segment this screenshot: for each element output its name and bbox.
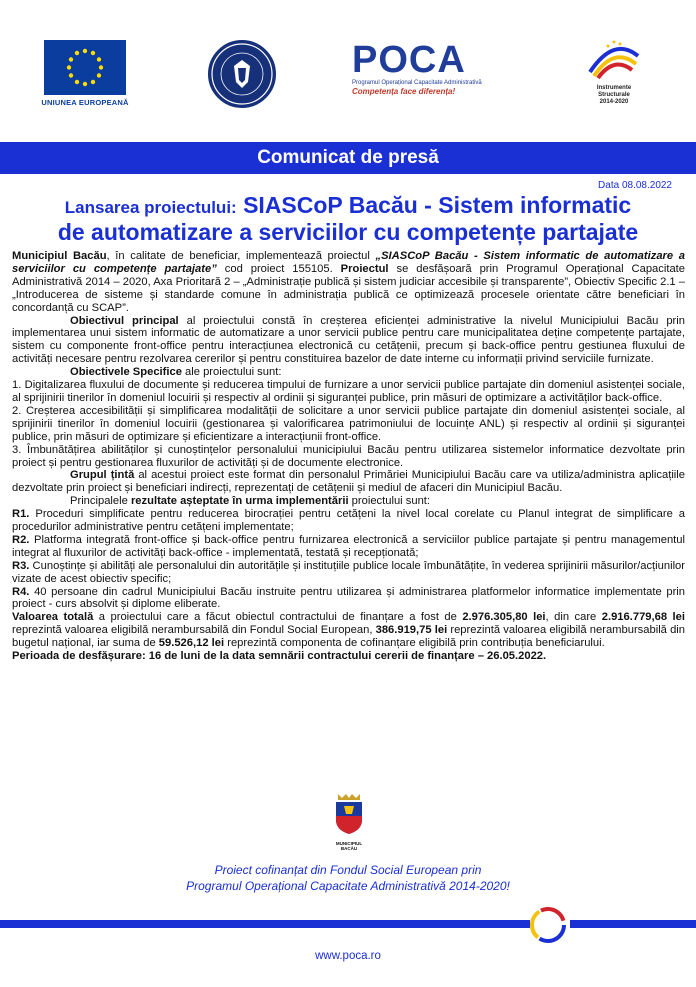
results-label: rezultate așteptate în urma implementării [130, 495, 349, 508]
structural-instruments-logo [584, 36, 644, 116]
fse-text: reprezintă valoarea eligibilă nerambursabilă din Fondul Social European, [12, 624, 376, 637]
total-value-amount: 2.976.305,80 lei [462, 611, 546, 624]
result-r4 [12, 586, 685, 612]
specific-objective-3: 3. Îmbunătățirea abilităților și cunoștințelor personalului municipiului Bacău pentru utilizarea sistemelor informatice dezvoltate prin proiect și pentru gestionarea fluxurilor de activități și de documente electronice. [12, 443, 685, 469]
program-text: se desfășoară prin Programul Operațional Capacitate Administrativă 2014 – 2020, Axa Prioritară 2 – „Administrație publică și sistem judiciar accesibile și transparente”, Obiectiv Specific 2.1 – „Introducerea de sisteme și standarde comune în administrația publică ce optimizează procesele orientate către beneficiari în concordanță cu SCAP”. [12, 262, 686, 314]
structural-instruments-label: Instrumente Structurale [596, 85, 632, 98]
logo-bar [0, 0, 696, 140]
period-paragraph [12, 650, 685, 663]
page-title [18, 193, 678, 245]
result-r2-text: Platforma integrată front-office și back-office pentru furnizarea electronică a serviciilor publice partajate și pentru managementul integrat al fluxurilor de activități back-office - implementată, testată și recepționată; [12, 533, 685, 559]
structural-instruments-icon [584, 36, 644, 80]
municipality-crest-logo [332, 792, 366, 852]
specific-objective-1: 1. Digitalizarea fluxului de documente și reducerea timpului de furnizare a unor servicii publice partajate din domeniul asistenței sociale, al sprijinirii tinerilor în domeniul locuirii și respectiv al ordinii și siguranței publice, prin măsuri de optimizare a activităților back-office. [12, 379, 685, 404]
project-code: cod proiect 155105. [216, 262, 341, 275]
eu-flag-logo [44, 40, 126, 95]
specific-objectives-heading [12, 366, 685, 379]
poca-logo [352, 40, 502, 104]
results-suffix: proiectului sunt: [348, 495, 431, 508]
total-value-text: a proiectului care a făcut obiectul contractului de finanțare a fost de [93, 611, 463, 624]
title-prefix: Lansarea proiectului: [64, 198, 237, 217]
cofinancing-text: reprezintă componenta de cofinanțare eligibilă prin contribuția beneficiarului. [224, 637, 605, 650]
press-release-body [12, 250, 685, 663]
implementation-period: Perioada de desfășurare: 16 de luni de la data semnării contractului cererii de finanțare – 26.05.2022. [12, 650, 547, 663]
total-value-label: Valoarea totală [12, 611, 94, 624]
result-r3 [12, 560, 685, 586]
national-budget-amount: 386.919,75 lei [375, 624, 448, 637]
eu-label: UNIUNEA EUROPEANĂ [41, 98, 129, 107]
footer-bar-left [0, 920, 530, 928]
poca-subtitle: Programul Operațional Capacitate Administrativă [352, 80, 482, 86]
result-r4-label: R4. [12, 585, 30, 598]
structural-instruments-years: 2014-2020 [599, 99, 629, 105]
poca-wordmark: POCA [352, 39, 466, 81]
specific-objectives-label: Obiectivele Specifice [70, 366, 182, 379]
result-r3-label: R3. [12, 559, 30, 572]
main-objective-label: Obiectivul principal [70, 314, 179, 327]
result-r1-label: R1. [12, 508, 30, 521]
result-r1 [12, 508, 685, 534]
specific-objective-2: 2. Creșterea accesibilității și simplificarea modalității de solicitare a unor servicii publice partajate din domeniul asistenței sociale, al sprijinirii tinerilor în domeniul locuirii (gestionarea și valorificarea patrimoniului de locuințe ANL) și respectiv al ordinii și siguranței publice, prin măsuri de optimizare și eficientizare a interacțiunii front-office. [12, 404, 685, 443]
total-value-text-2: , din care [545, 611, 602, 624]
intro-text: , în calitate de beneficiar, implementează proiectul [106, 250, 376, 262]
coat-of-arms-icon [210, 42, 274, 106]
result-r1-text: Proceduri simplificate pentru reducerea birocrației pentru cetățeni la nivel local corelate cu Planul integrat de simplificare a procedurilor administrative pentru cetățeni implementate; [12, 508, 685, 534]
release-date: Data 08.08.2022 [598, 180, 672, 191]
beneficiary-name: Municipiul Bacău [12, 250, 107, 262]
intro-paragraph [12, 250, 685, 315]
results-heading [12, 495, 685, 508]
target-group-label: Grupul țintă [70, 469, 135, 482]
press-release-banner: Comunicat de presă [0, 142, 696, 174]
title-line-1: SIASCoP Bacău - Sistem informatic [243, 192, 632, 218]
main-objective-text: al proiectului constă în creșterea eficienței administrative la nivelul Municipiului Bacău prin implementarea unui sistem informatic de automatizare a unor servicii publice pentru care municipalitatea deține competențe partajate, sistem cu componente front-office pentru interacțiunea electronică cu cetățenii, precum și back-office pentru gestiunea fluxului de activități necesare pentru rezolvarea cererilor și pentru constituirea bazelor de date interne cu informații privind serviciile furnizate. [12, 314, 685, 366]
result-r2 [12, 534, 685, 560]
results-intro: Principalele [70, 495, 131, 508]
result-r3-text: Cunoștințe și abilități ale personalului din autoritățile și instituțiile publice locale îmbunătățite, în vederea sprijinirii măsurilor/acțiunilor vizate de acest obiectiv specific; [12, 559, 685, 585]
cofinancing-line-1: Proiect cofinanțat din Fondul Social European prin [214, 863, 482, 877]
project-name: „SIASCoP Bacău - Sistem informatic de automatizare a serviciilor cu competențe partajate” [12, 250, 685, 275]
result-r4-text: 40 persoane din cadrul Municipiului Bacău instruite pentru utilizarea și administrarea platformelor informatice implementate prin proiect - curs absolvit și diplome eliberate. [12, 585, 685, 611]
cofinancing-note [80, 862, 616, 894]
poca-website-link[interactable]: www.poca.ro [315, 950, 381, 962]
municipality-label: MUNICIPIUL BACĂU [335, 841, 363, 851]
target-group-text: al acestui proiect este format din personalul Primăriei Municipiului Bacău care va utiliza/administra aplicațiile dezvoltate prin proiect și beneficiari indirecți, reprezentați de cetățenii și mediul de afaceri din Municipiul Bacău. [12, 469, 685, 495]
specific-objectives-text: ale proiectului sunt: [181, 366, 282, 379]
fse-amount: 2.916.779,68 lei [601, 611, 685, 624]
footer-bar-right [570, 920, 696, 928]
result-r2-label: R2. [12, 533, 30, 546]
poca-motto: Competența face diferența! [352, 87, 456, 96]
national-budget-text: reprezintă valoarea eligibilă nerambursabilă din bugetul național, iar suma de [12, 624, 685, 650]
eu-stars-icon [44, 40, 126, 95]
poca-swirl-icon [526, 903, 570, 947]
city-crest-icon [332, 792, 366, 836]
project-label: Proiectul [340, 262, 389, 275]
total-value-paragraph [12, 611, 685, 650]
cofinancing-amount: 59.526,12 lei [158, 637, 225, 650]
main-objective-paragraph [12, 315, 685, 367]
title-line-2: de automatizare a serviciilor cu competențe partajate [57, 219, 639, 245]
government-seal-logo [208, 40, 276, 108]
target-group-paragraph [12, 469, 685, 495]
cofinancing-line-2: Programul Operațional Capacitate Administrativă 2014-2020! [186, 879, 510, 893]
